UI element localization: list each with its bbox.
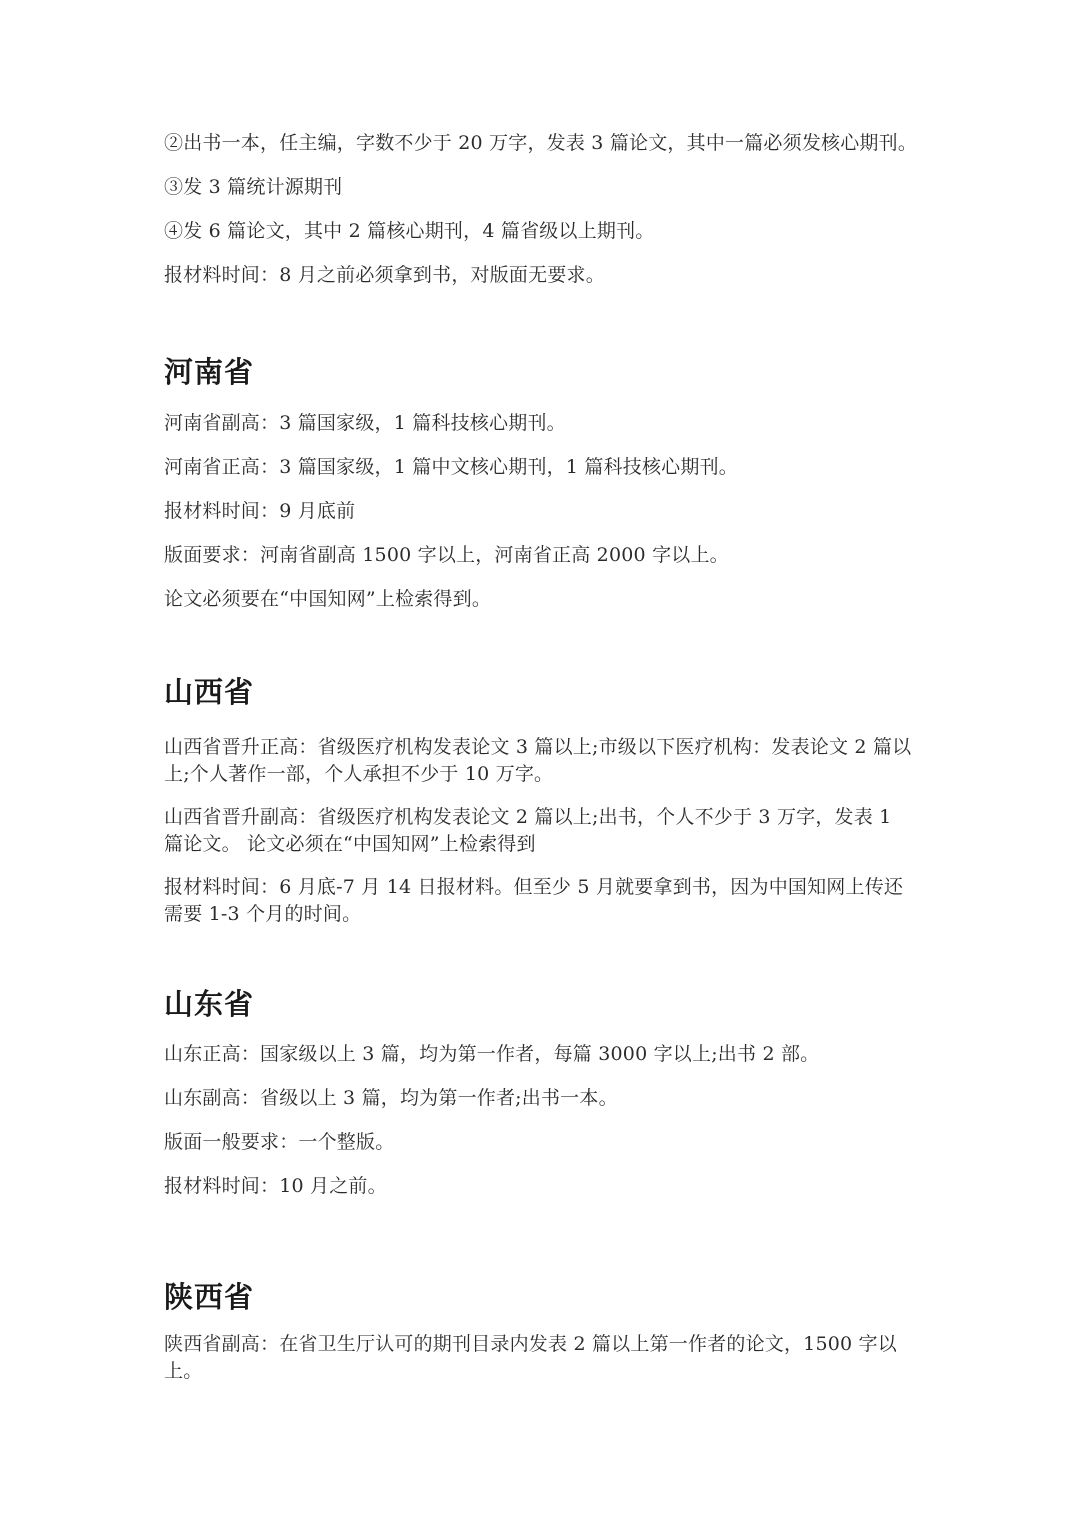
section-title: 山西省 [164, 675, 255, 709]
section-title: 河南省 [164, 355, 255, 389]
henan-line: 论文必须要在“中国知网”上检索得到。 [164, 588, 492, 610]
intro-line: ③发 3 篇统计源期刊 [164, 176, 343, 198]
henan-line: 河南省正高：3 篇国家级，1 篇中文核心期刊，1 篇科技核心期刊。 [164, 456, 738, 478]
shaanxi-line: 陕西省副高：在省卫生厅认可的期刊目录内发表 2 篇以上第一作者的论文，1500 字以上。 [164, 1333, 897, 1382]
section-title: 陕西省 [164, 1280, 255, 1314]
shanxi-section [164, 672, 924, 945]
henan-line: 河南省副高：3 篇国家级，1 篇科技核心期刊。 [164, 412, 566, 434]
henan-line: 报材料时间：9 月底前 [164, 500, 356, 522]
shandong-line: 山东正高：国家级以上 3 篇，均为第一作者，每篇 3000 字以上;出书 2 部。 [164, 1043, 820, 1065]
shandong-section [164, 984, 924, 1217]
shaanxi-section [164, 1277, 924, 1402]
shandong-line: 报材料时间：10 月之前。 [164, 1175, 387, 1197]
shanxi-line: 报材料时间：6 月底-7 月 14 日报材料。但至少 5 月就要拿到书，因为中国知网上传还需要 1-3 个月的时间。 [164, 876, 904, 925]
shandong-line: 版面一般要求：一个整版。 [164, 1131, 395, 1153]
shandong-line: 山东副高：省级以上 3 篇，均为第一作者;出书一本。 [164, 1087, 618, 1109]
shanxi-line: 山西省晋升正高：省级医疗机构发表论文 3 篇以上;市级以下医疗机构：发表论文 2 篇以上;个人著作一部，个人承担不少于 10 万字。 [164, 736, 912, 785]
intro-line: 报材料时间：8 月之前必须拿到书，对版面无要求。 [164, 264, 605, 286]
section-title: 山东省 [164, 987, 255, 1021]
henan-line: 版面要求：河南省副高 1500 字以上，河南省正高 2000 字以上。 [164, 544, 729, 566]
intro-line: ④发 6 篇论文，其中 2 篇核心期刊，4 篇省级以上期刊。 [164, 220, 655, 242]
intro-section [164, 130, 924, 306]
shanxi-line: 山西省晋升副高：省级医疗机构发表论文 2 篇以上;出书，个人不少于 3 万字，发表 1 篇论文。 论文必须在“中国知网”上检索得到 [164, 806, 892, 855]
henan-section [164, 352, 924, 630]
intro-line: ②出书一本，任主编，字数不少于 20 万字，发表 3 篇论文，其中一篇必须发核心期刊。 [164, 132, 918, 154]
